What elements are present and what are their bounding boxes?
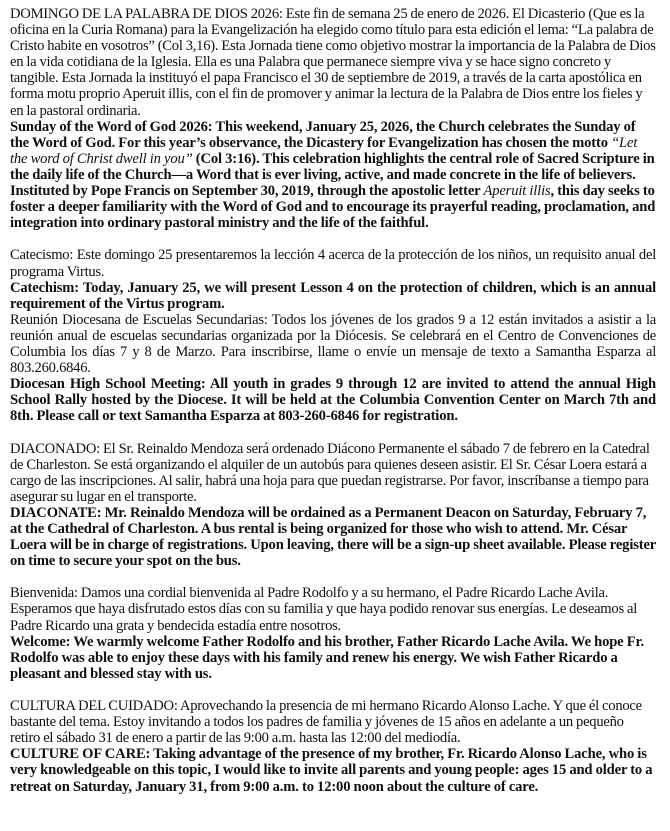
catechism-spanish: Catecismo: Este domingo 25 presentaremos la lección 4 acerca de la protección de los niños, un requisito anual del programa Virtus. (10, 247, 656, 280)
word-of-god-spanish: DOMINGO DE LA PALABRA DE DIOS 2026: Este fin de semana 25 de enero de 2026. El Dicasterio (Que es la oficina en la Curia Romana) para la Evangelización ha elegido como título para esta edición el lema: “La palabra de Cristo habite en vosotros” (Col 3,16). Esta Jornada tiene como objetivo mostrar la importancia de la Palabra de Dios en la vida cotidiana de la Iglesia. Ella es una Palabra que permanece siempre viva y se hace signo concreto y tangible. Esta Jornada la instituyó el papa Francisco el 30 de septiembre de 2019, a través de la carta apostólica en forma motu proprio Aperuit illis, con el fin de promover y animar la lectura de la Palabra de Dios entre los fieles y en la pastoral ordinaria. (10, 6, 656, 119)
word-of-god-english-text-3: , this day seeks to foster a deeper familiarity with the Word of God and to encourage its prayerful reading, proclamation, and integration into ordinary pastoral ministry and the life of the faithful. (10, 183, 656, 232)
section-word-of-god (10, 6, 656, 231)
high-school-meeting-spanish: Reunión Diocesana de Escuelas Secundarias: Todos los jóvenes de los grados 9 a 12 están invitados a asistir a la reunión anual de escuelas secundarias organizada por la Diócesis. Se celebrará en el Centro de Convenciones de Columbia los días 7 y 8 de Marzo. Para inscribirse, llame o envíe un mensaje de texto a Samantha Esparza al 803.260.6846. (10, 311, 656, 377)
catechism-english: Catechism: Today, January 25, we will present Lesson 4 on the protection of children, which is an annual requirement of the Virtus program. (10, 279, 656, 312)
apostolic-letter-title: Aperuit illis (483, 183, 551, 200)
culture-of-care-english: CULTURE OF CARE: Taking advantage of the presence of my brother, Fr. Ricardo Alonso Lache, who is very knowledgeable on this topic, I would like to invite all parents and young people: ages 15 and older to a retreat on Saturday, January 31, from 9:00 a.m. to 12:00 noon about the culture of care. (10, 746, 653, 795)
section-diaconate (10, 441, 656, 570)
welcome-spanish: Bienvenida: Damos una cordial bienvenida al Padre Rodolfo y a su hermano, el Padre Ricardo Lache Avila. Esperamos que haya disfrutado estos días con su familia y que haya podido renovar sus energías. Le deseamos al Padre Ricardo una grata y bendecida estadía entre nosotros. (10, 585, 638, 634)
section-spacer (10, 682, 656, 698)
word-of-god-motto: “Let the word of Christ dwell in you” (10, 134, 638, 167)
culture-of-care-spanish: CULTURA DEL CUIDADO: Aprovechando la presencia de mi hermano Ricardo Alonso Lache. Y que él conoce bastante del tema. Estoy invitando a todos los padres de familia y jóvenes de 15 años en adelante a un pequeño retiro el sábado 31 de enero a partir de las 9:00 a.m. hasta las 12:00 del mediodía. (10, 698, 642, 747)
section-catechism (10, 247, 656, 311)
welcome-english: Welcome: We warmly welcome Father Rodolfo and his brother, Father Ricardo Lache Avila. We hope Fr. Rodolfo was able to enjoy these days with his family and renew his energy. We wish Father Ricardo a pleasant and blessed stay with us. (10, 633, 644, 682)
section-spacer (10, 424, 656, 440)
word-of-god-english-text-2: (Col 3:16). This celebration highlights the central role of Sacred Scripture in the daily life of the Church—a Word that is ever living, active, and made concrete in the life of believers. Instituted by Pope Francis on September 30, 2019, through the apostolic letter (10, 150, 655, 200)
section-culture-of-care (10, 698, 656, 795)
section-high-school-meeting (10, 312, 656, 425)
bulletin-page (10, 6, 656, 795)
section-spacer (10, 231, 656, 247)
diaconate-english: DIACONATE: Mr. Reinaldo Mendoza will be ordained as a Permanent Deacon on Saturday, February 7, at the Cathedral of Charleston. A bus rental is being organized for those who wish to attend. Mr. César Loera will be in charge of registrations. Upon leaving, there will be a sign-up sheet available. Please register on time to secure your spot on the bus. (10, 504, 656, 570)
section-spacer (10, 569, 656, 585)
word-of-god-english (10, 119, 656, 232)
high-school-meeting-english: Diocesan High School Meeting: All youth in grades 9 through 12 are invited to attend the annual High School Rally hosted by the Diocese. It will be held at the Columbia Convention Center on March 7th and 8th. Please call or text Samantha Esparza at 803-260-6846 for registration. (10, 376, 656, 425)
word-of-god-english-text-1: Sunday of the Word of God 2026: This weekend, January 25, 2026, the Church celebrates the Sunday of the Word of God. For this year’s observance, the Dicastery for Evangelization has chosen the motto (10, 118, 636, 151)
section-welcome (10, 585, 656, 682)
diaconate-spanish: DIACONADO: El Sr. Reinaldo Mendoza será ordenado Diácono Permanente el sábado 7 de febrero en la Catedral de Charleston. Se está organizando el alquiler de un autobús para quienes deseen asistir. El Sr. César Loera estará a cargo de las inscripciones. Al salir, habrá una hoja para que puedan registrarse. Por favor, inscríbanse a tiempo para asegurar su lugar en el transporte. (10, 440, 650, 505)
